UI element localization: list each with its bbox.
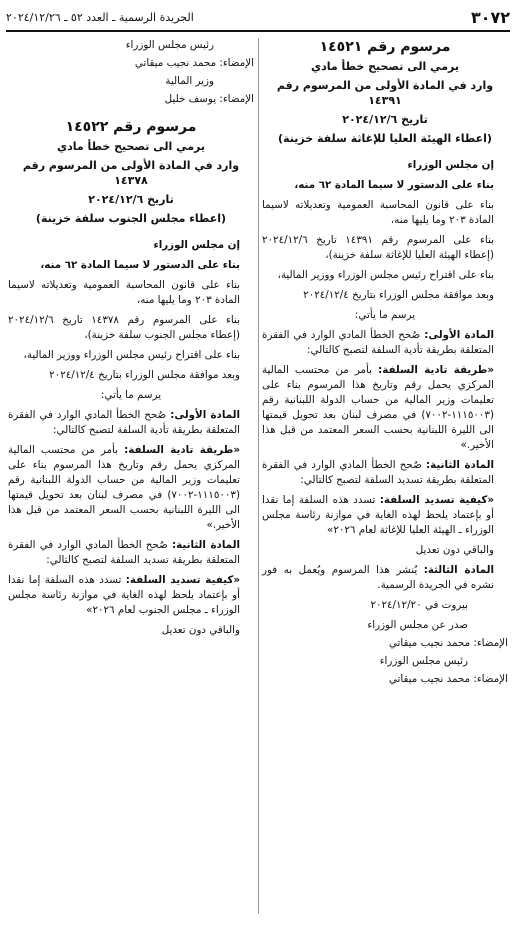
issued-by: صدر عن مجلس الوزراء xyxy=(367,619,468,631)
method-repay-text: تسدد هذه السلفة إما نقدا أو بإعتماد يلحظ لهذه الغاية في موازنة رئاسة مجلس الوزراء ـ الهيئة العليا للإغاثة لعام ٢٠٢٦» xyxy=(262,494,494,536)
decree-subtitle: تاريخ ٢٠٢٤/١٢/٦ xyxy=(88,193,174,206)
method-repay xyxy=(262,493,508,538)
signatory-title: وزير المالية xyxy=(165,75,214,87)
decree-subtitle: وارد في المادة الأولى من المرسوم رقم ١٤٣٧٨ xyxy=(22,159,240,187)
method-pay xyxy=(8,443,254,533)
left-column xyxy=(8,38,254,643)
basis-decree: بناء على المرسوم رقم ١٤٣٧٨ تاريخ ٢٠٢٤/١٢/٦ (إعطاء مجلس الجنوب سلفة خزينة)، xyxy=(8,314,240,341)
decrees-line: يرسم ما يأتي: xyxy=(354,309,416,321)
decree-subtitle: وارد في المادة الأولى من المرسوم رقم ١٤٣٩١ xyxy=(276,79,494,107)
decree-subtitle: يرمي الى تصحيح خطأ مادي xyxy=(56,140,206,153)
basis-decree: بناء على المرسوم رقم ١٤٣٩١ تاريخ ٢٠٢٤/١٢/٦ (إعطاء الهيئة العليا للإغاثة سلفة خزينة)، xyxy=(262,234,494,261)
signature-line: الإمضاء: يوسف خليل xyxy=(164,93,254,105)
rest-unchanged: والباقي دون تعديل xyxy=(415,544,494,556)
article-1-label: المادة الأولى: xyxy=(170,409,240,421)
issue-line: الجريدة الرسمية ـ العدد ٥٢ ـ ٢٠٢٤/١٢/٢٦ xyxy=(6,10,194,24)
basis-proposal: بناء على اقتراح رئيس مجلس الوزراء ووزير المالية، xyxy=(23,349,240,361)
article-2 xyxy=(262,458,508,488)
approval-line: وبعد موافقة مجلس الوزراء بتاريخ ٢٠٢٤/١٢/٤ xyxy=(49,369,240,381)
decrees-line: يرسم ما يأتي: xyxy=(100,389,162,401)
decree-title: مرسوم رقم ١٤٥٢٢ xyxy=(65,119,197,135)
method-pay-label: «طريقة تادية السلفة: xyxy=(378,364,494,376)
article-1 xyxy=(8,408,254,438)
basis-accounting: بناء على قانون المحاسبة العمومية وتعديلاته لاسيما المادة ٢٠٣ وما يليها منه، xyxy=(8,279,240,306)
decree-subtitle: يرمي الى تصحيح خطأ مادي xyxy=(310,60,460,73)
approval-line: وبعد موافقة مجلس الوزراء بتاريخ ٢٠٢٤/١٢/٤ xyxy=(303,289,494,301)
column-divider xyxy=(258,38,259,914)
article-1-text: صُحح الخطأ المادي الوارد في الفقرة المتعلقة بطريقة تأدية السلفة لتصبح كالتالي: xyxy=(262,329,494,356)
decree-subtitle: (اعطاء الهيئة العليا للإغاثة سلفة خزينة) xyxy=(278,132,492,145)
council-line: إن مجلس الوزراء xyxy=(153,239,240,251)
signature-line: الإمضاء: محمد نجيب ميقاتي xyxy=(388,637,508,649)
signatory-title: رئيس مجلس الوزراء xyxy=(379,655,468,667)
method-repay-text: تسدد هذه السلفة إما نقدا أو بإعتماد يلحظ لهذه الغاية في موازنة رئاسة مجلس الوزراء ـ مجلس الجنوب لعام ٢٠٢٦» xyxy=(8,574,240,616)
article-2-label: المادة الثانية: xyxy=(426,459,494,471)
basis-constitution: بناء على الدستور لا سيما المادة ٦٢ منه، xyxy=(294,179,494,191)
basis-constitution: بناء على الدستور لا سيما المادة ٦٢ منه، xyxy=(40,259,240,271)
method-pay-text: بأمر من محتسب المالية المركزي يحمل رقم وتاريخ هذا المرسوم بناء على تعليمات وزير المالية من حساب الدولة اللبنانية رقم (١١١٥٠٠٣-٧٠٠٢) في مصرف لبنان بعد تحويل قيمتها الى الليرة اللبنانية بحسب السعر المعتمد من قبل هذا الأخير.» xyxy=(8,444,240,531)
signature-line: الإمضاء: محمد نجيب ميقاتي xyxy=(134,57,254,69)
basis-accounting: بناء على قانون المحاسبة العمومية وتعديلاته لاسيما المادة ٢٠٣ وما يليها منه، xyxy=(262,199,494,226)
article-3-text: يُنشر هذا المرسوم ويُعمل به فور نشره في الجريدة الرسمية. xyxy=(262,564,494,591)
article-3 xyxy=(262,563,508,593)
method-pay xyxy=(262,363,508,453)
signatory-title: رئيس مجلس الوزراء xyxy=(125,39,214,51)
page-header xyxy=(6,4,510,32)
right-column xyxy=(262,38,508,690)
page-number: ٣٠٧٢ xyxy=(470,7,510,27)
decree-subtitle: تاريخ ٢٠٢٤/١٢/٦ xyxy=(342,113,428,126)
method-repay-label: «كيفية تسديد السلفة: xyxy=(379,494,494,506)
council-line: إن مجلس الوزراء xyxy=(407,159,494,171)
article-1-label: المادة الأولى: xyxy=(424,329,494,341)
article-2 xyxy=(8,538,254,568)
method-pay-text: بأمر من محتسب المالية المركزي يحمل رقم وتاريخ هذا المرسوم بناء على تعليمات وزير المالية من حساب الدولة اللبنانية رقم (١١١٥٠٠٣-٧٠٠٢) في مصرف لبنان بعد تحويل قيمتها الى الليرة اللبنانية بحسب السعر المعتمد من قبل هذا الأخير.» xyxy=(262,364,494,451)
decree-subtitle: (اعطاء مجلس الجنوب سلفة خزينة) xyxy=(35,212,227,225)
method-repay xyxy=(8,573,254,618)
decree-title: مرسوم رقم ١٤٥٢١ xyxy=(319,39,451,55)
article-1 xyxy=(262,328,508,358)
method-pay-label: «طريقة تادية السلفة: xyxy=(124,444,240,456)
place-date: بيروت في ٢٠٢٤/١٢/٢٠ xyxy=(370,599,468,611)
basis-proposal: بناء على اقتراح رئيس مجلس الوزراء ووزير المالية، xyxy=(277,269,494,281)
article-1-text: صُحح الخطأ المادي الوارد في الفقرة المتعلقة بطريقة تأدية السلفة لتصبح كالتالي: xyxy=(8,409,240,436)
rest-unchanged: والباقي دون تعديل xyxy=(161,624,240,636)
signature-line: الإمضاء: محمد نجيب ميقاتي xyxy=(388,673,508,685)
article-2-label: المادة الثانية: xyxy=(172,539,240,551)
article-2-text: صُحح الخطأ المادي الوارد في الفقرة المتعلقة بطريقة تسديد السلفة لتصبح كالتالي: xyxy=(262,459,494,486)
article-2-text: صُحح الخطأ المادي الوارد في الفقرة المتعلقة بطريقة تسديد السلفة لتصبح كالتالي: xyxy=(8,539,240,566)
article-3-label: المادة الثالثة: xyxy=(423,564,494,576)
method-repay-label: «كيفية تسديد السلفة: xyxy=(125,574,240,586)
